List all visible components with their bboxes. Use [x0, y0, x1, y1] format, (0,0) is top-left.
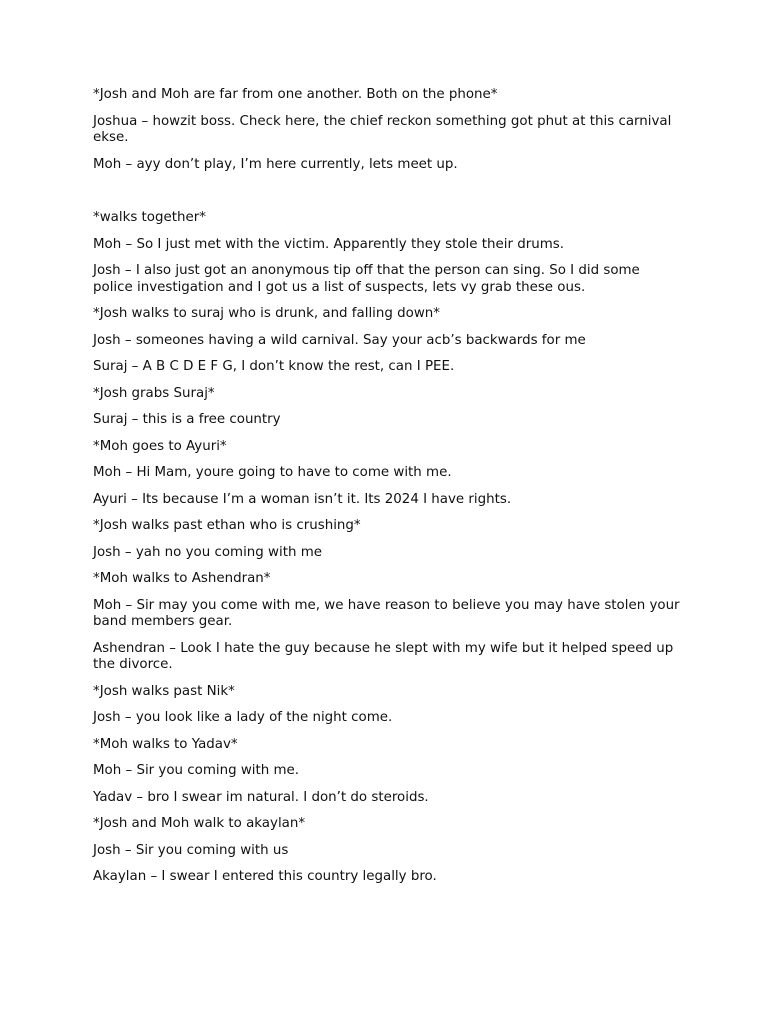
stage-direction: *Moh walks to Yadav* [93, 736, 238, 752]
stage-direction: *Josh grabs Suraj* [93, 385, 215, 401]
dialogue-line: Akaylan – I swear I entered this country legally bro. [93, 869, 437, 884]
stage-direction: *Josh walks to suraj who is drunk, and falling down* [93, 306, 440, 321]
stage-direction: *walks together* [93, 210, 206, 225]
dialogue-line: Moh – ayy don’t play, I’m here currently, lets meet up. [93, 156, 458, 172]
dialogue-line: Ashendran – Look I hate the guy because he slept with my wife but it helped speed up the divorce. [93, 640, 674, 672]
dialogue-line: Suraj – A B C D E F G, I don’t know the rest, can I PEE. [93, 359, 455, 374]
dialogue-line: Moh – So I just met with the victim. Apparently they stole their drums. [93, 236, 564, 252]
dialogue-line: Josh – someones having a wild carnival. Say your acb’s backwards for me [93, 332, 586, 348]
document-page [93, 87, 683, 896]
stage-direction: *Moh goes to Ayuri* [93, 438, 227, 454]
dialogue-line: Ayuri – Its because I’m a woman isn’t it. Its 2024 I have rights. [93, 491, 512, 507]
dialogue-line: Moh – Sir may you come with me, we have reason to believe you may have stolen your band members gear. [93, 597, 680, 629]
dialogue-line: Josh – Sir you coming with us [93, 842, 289, 858]
stage-direction: *Josh walks past ethan who is crushing* [93, 518, 361, 533]
dialogue-line: Josh – you look like a lady of the night come. [93, 710, 393, 725]
stage-direction: *Josh walks past Nik* [93, 683, 235, 699]
dialogue-line: Joshua – howzit boss. Check here, the chief reckon something got phut at this carnival ekse. [93, 113, 672, 145]
stage-direction: *Josh and Moh are far from one another. Both on the phone* [93, 87, 498, 102]
dialogue-line: Yadav – bro I swear im natural. I don’t do steroids. [93, 789, 429, 805]
dialogue-line: Suraj – this is a free country [93, 412, 281, 427]
dialogue-line: Josh – I also just got an anonymous tip off that the person can sing. So I did some police investigation and I got us a list of suspects, lets vy grab these ous. [93, 263, 640, 295]
stage-direction: *Moh walks to Ashendran* [93, 571, 271, 586]
blank-line [93, 183, 683, 210]
stage-direction: *Josh and Moh walk to akaylan* [93, 816, 306, 831]
dialogue-line: Moh – Sir you coming with me. [93, 763, 300, 778]
dialogue-line: Josh – yah no you coming with me [93, 544, 322, 560]
dialogue-line: Moh – Hi Mam, youre going to have to come with me. [93, 465, 452, 480]
